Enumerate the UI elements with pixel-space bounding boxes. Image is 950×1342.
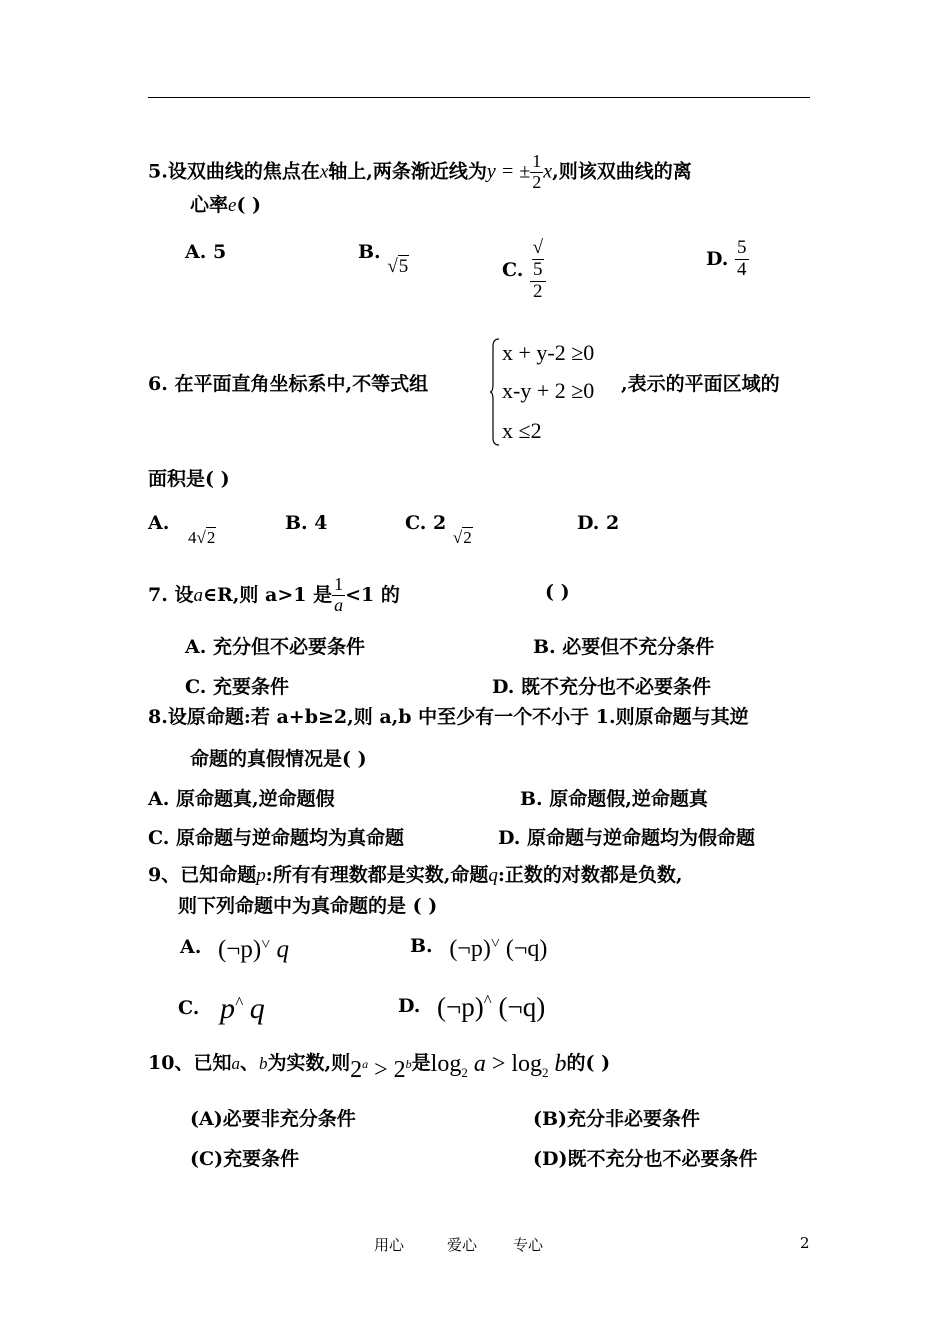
q5-option-b: B. √5	[358, 241, 409, 277]
q6-option-d: D. 2	[577, 512, 620, 534]
q7-stem: 7. 设a∈R,则 a>1 是 $\frac{1}{a}$ <1 的	[148, 574, 400, 615]
q9-option-a: A. (¬p)˅ q	[180, 936, 290, 963]
q10-stem: 10、已知a、b为实数,则2$^a$ > 2$^b$是$\log_2 a > \log_2 b$的( )	[148, 1051, 611, 1083]
q7-option-b: B. 必要但不充分条件	[533, 636, 715, 658]
left-brace	[490, 338, 500, 446]
q10-option-a: (A)必要非充分条件	[190, 1108, 356, 1130]
inequality-2: x-y + 2 ≥0	[502, 378, 595, 403]
header-rule	[148, 97, 810, 98]
q7-option-a: A. 充分但不必要条件	[185, 636, 365, 658]
q7-option-d: D. 既不充分也不必要条件	[492, 676, 712, 698]
q5-option-c: C. √ 5 2	[502, 238, 546, 303]
q9-stem-line2: 则下列命题中为真命题的是 ( )	[178, 895, 438, 917]
inequality-3: x ≤2	[502, 418, 542, 443]
inequality-1: x + y-2 ≥0	[502, 340, 595, 365]
q10-option-c: (C)充要条件	[190, 1148, 300, 1170]
q5-option-a: A. 5	[185, 241, 227, 263]
q6-option-c: C. 2 √2	[405, 512, 472, 547]
q7-option-c: C. 充要条件	[185, 676, 290, 698]
footer-motto-3: 专心	[513, 1236, 544, 1254]
asymptote-fraction: $\frac{1}{2}$	[532, 151, 542, 192]
q6-option-b: B. 4	[285, 512, 328, 534]
q6-stem-line1-tail: ,表示的平面区域的	[621, 373, 780, 395]
q5-option-d: D. $\frac{5}{4}$	[706, 237, 747, 280]
q10-option-b: (B)充分非必要条件	[533, 1108, 701, 1130]
q8-option-a: A. 原命题真,逆命题假	[148, 788, 335, 810]
q6-stem-line1: 6. 在平面直角坐标系中,不等式组	[148, 373, 429, 395]
q10-option-d: (D)既不充分也不必要条件	[533, 1148, 758, 1170]
q9-stem-line1: 9、已知命题p:所有有理数都是实数,命题q:正数的对数都是负数,	[148, 864, 683, 886]
q9-option-c: C. p^ q	[178, 992, 265, 1025]
q5-stem-line1: 5.设双曲线的焦点在x轴上,两条渐近线为y = ± $\frac{1}{2}$ x,则该双曲线的离	[148, 151, 692, 192]
q8-stem-line2: 命题的真假情况是( )	[190, 748, 367, 770]
q8-option-b: B. 原命题假,逆命题真	[520, 788, 708, 810]
q6-option-a: A. 4√2	[148, 512, 216, 547]
q6-stem-line2: 面积是( )	[148, 468, 230, 490]
q8-option-d: D. 原命题与逆命题均为假命题	[498, 827, 756, 849]
footer-motto-2: 爱心	[447, 1236, 478, 1254]
reciprocal-fraction: $\frac{1}{a}$	[334, 574, 344, 615]
q8-option-c: C. 原命题与逆命题均为真命题	[148, 827, 405, 849]
page-number: 2	[800, 1234, 810, 1252]
footer-motto-1: 用心	[374, 1236, 405, 1254]
q8-stem-line1: 8.设原命题:若 a+b≥2,则 a,b 中至少有一个不小于 1.则原命题与其逆	[148, 706, 749, 728]
q5-stem-line2: 心率e( )	[190, 194, 262, 216]
q7-paren: ( )	[545, 581, 570, 603]
q9-option-d: D. (¬p)^ (¬q)	[398, 991, 546, 1022]
inequality-system	[490, 338, 630, 448]
q9-option-b: B. (¬p)˅ (¬q)	[410, 935, 548, 962]
